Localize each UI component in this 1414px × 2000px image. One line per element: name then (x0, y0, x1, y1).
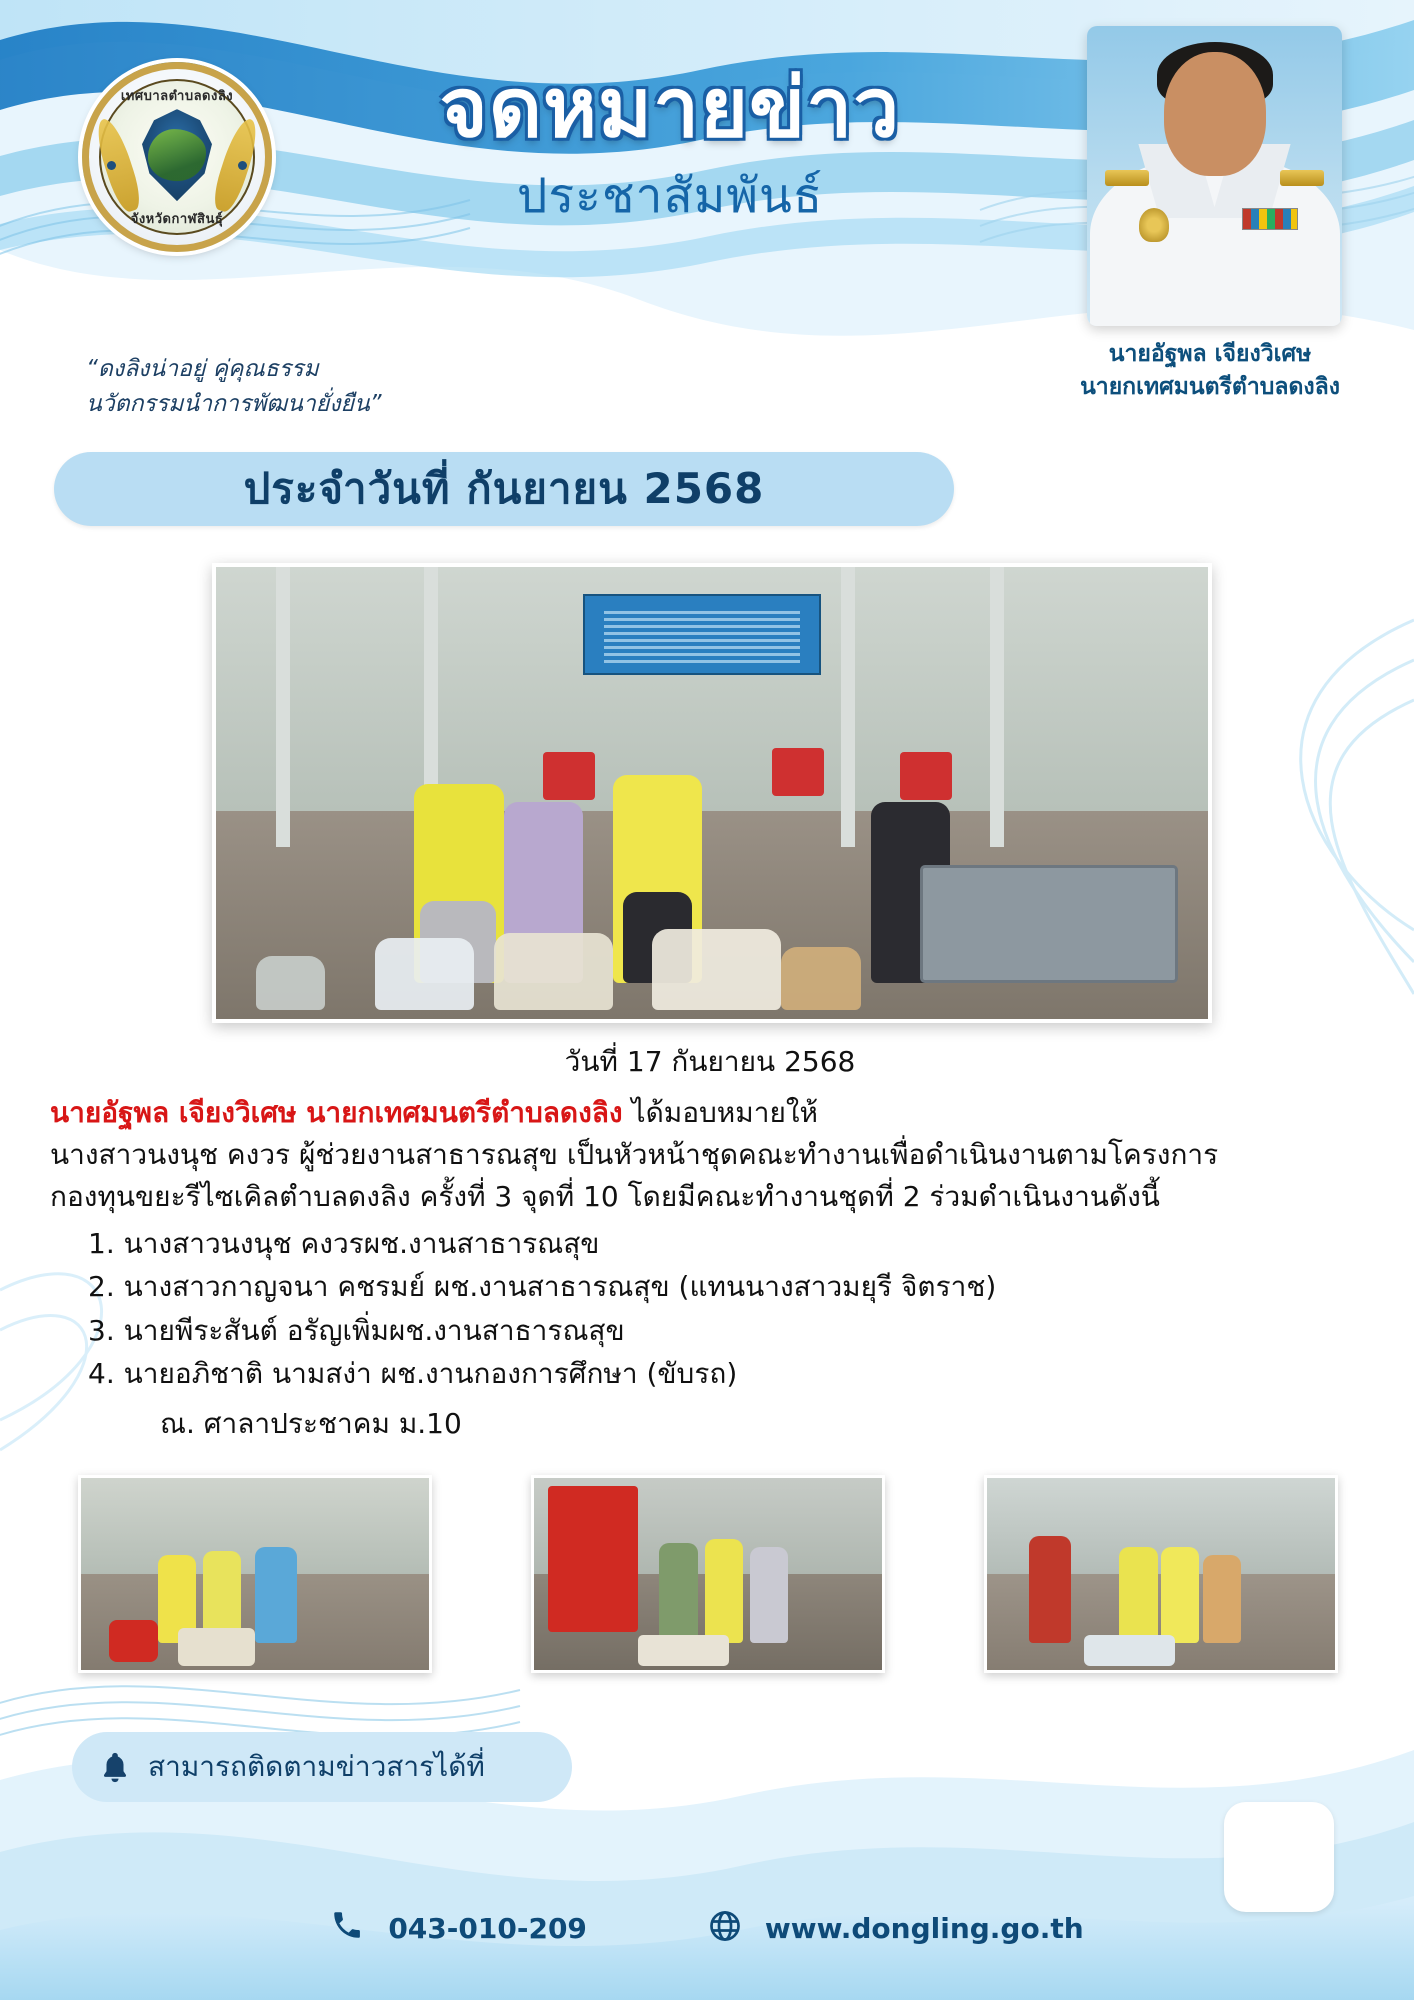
slogan (86, 352, 506, 421)
mayor-name-line1: นายอัฐพล เจียงวิเศษ (1108, 341, 1312, 367)
website-url: www.dongling.go.th (764, 1911, 1084, 1945)
main-activity-photo (212, 563, 1212, 1023)
article-paragraph-2: กองทุนขยะรีไซเคิลตำบลดงลิง ครั้งที่ 3 จุดที่ 10 โดยมีคณะทำงานชุดที่ 2 ร่วมดำเนินงานดังนี้ (50, 1180, 1160, 1213)
mayor-name-line2: นายกเทศมนตรีตำบลดงลิง (1080, 374, 1340, 401)
article-paragraph-1: นางสาวนงนุช คงวร ผู้ช่วยงานสาธารณสุข เป็นหัวหน้าชุดคณะทำงานเพื่อดำเนินงานตามโครงการ (50, 1138, 1219, 1171)
municipality-seal-icon (82, 62, 272, 252)
slogan-line1: “ดงลิงน่าอยู่ คู่คุณธรรม (86, 356, 319, 382)
title-sub: ประชาสัมพันธ์ (516, 168, 824, 224)
qr-code-placeholder (1224, 1802, 1334, 1912)
list-item: 3. นายพีระสันต์ อรัญเพิ่มผช.งานสาธารณสุข (88, 1313, 625, 1347)
article-lead (50, 1092, 1370, 1134)
activity-photo-2 (531, 1475, 885, 1673)
article-body (50, 1040, 1370, 1446)
article-location: ณ. ศาลาประชาคม ม.10 (160, 1406, 462, 1440)
list-item: 4. นายอภิชาติ นามสง่า ผช.งานกองการศึกษา (ขับรถ) (88, 1357, 738, 1391)
follow-label: สามารถติดตามข่าวสารได้ที่ (148, 1750, 485, 1783)
phone-number: 043-010-209 (388, 1911, 587, 1945)
article-lead-rest: ได้มอบหมายให้ (622, 1096, 818, 1129)
issue-date-banner (54, 452, 954, 526)
participants-list (50, 1222, 1370, 1396)
activity-photo-3 (984, 1475, 1338, 1673)
seal-text-top: เทศบาลตำบลดงลิง (120, 88, 234, 103)
mayor-portrait-photo (1087, 26, 1342, 326)
mayor-name (1060, 338, 1360, 405)
article-lead-highlight: นายอัฐพล เจียงวิเศษ นายกเทศมนตรีตำบลดงลิง (50, 1096, 623, 1129)
newsletter-title (360, 61, 980, 234)
footer-contact (0, 1908, 1414, 1948)
website-contact[interactable] (707, 1908, 1084, 1948)
phone-icon (330, 1908, 370, 1948)
globe-icon (707, 1908, 747, 1948)
follow-banner (72, 1732, 572, 1802)
activity-photo-gallery (78, 1475, 1338, 1675)
list-item: 2. นางสาวกาญจนา คชรมย์ ผช.งานสาธารณสุข (แทนนางสาวมยุรี จิตราช) (88, 1270, 997, 1304)
article-date: วันที่ 17 กันยายน 2568 (564, 1045, 856, 1078)
issue-date-label: ประจำวันที่ กันยายน 2568 (243, 464, 765, 513)
title-main: จดหมายข่าว (439, 61, 901, 156)
seal-text-bottom: จังหวัดกาฬสินธุ์ (130, 211, 224, 226)
phone-contact[interactable] (330, 1908, 587, 1948)
activity-photo-1 (78, 1475, 432, 1673)
list-item: 1. นางสาวนงนุช คงวรผช.งานสาธารณสุข (88, 1227, 600, 1260)
bell-icon (98, 1749, 132, 1785)
slogan-line2: นวัตกรรมนำการพัฒนายั่งยืน” (86, 390, 382, 417)
